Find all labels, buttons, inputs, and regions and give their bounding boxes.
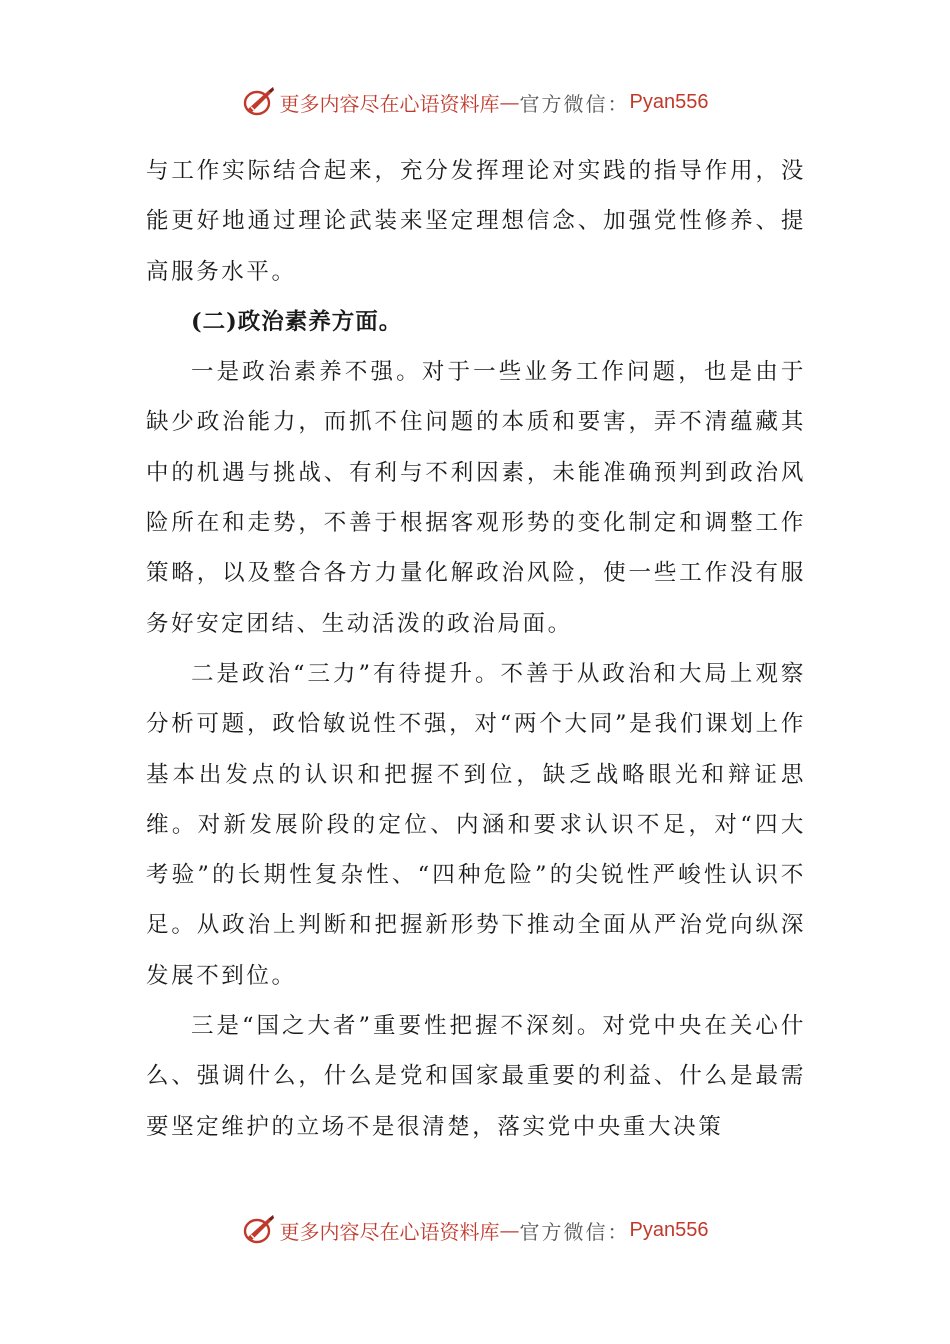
pen-logo-icon [242,85,276,119]
paragraph-point-3: 三是“国之大者”重要性把握不深刻。对党中央在关心什么、强调什么，什么是党和国家最重要的利益、什么是最需要坚定维护的立场不是很清楚，落实党中央重大决策 [146,1013,806,1140]
banner-wechat-label: 官方微信： [519,91,630,116]
paragraph-continuation: 与工作实际结合起来，充分发挥理论对实践的指导作用，没能更好地通过理论武装来坚定理想信念、加强党性修养、提高服务水平。 [146,158,806,285]
banner-dash: — [499,1218,520,1242]
banner-main-text: 更多内容尽在心语资料库 [279,1219,500,1244]
section-heading: (二)政治素养方面。 [191,308,403,335]
banner-wechat-handle: Pyan556 [629,1218,709,1241]
document-body [146,146,806,1152]
banner-wechat-handle: Pyan556 [629,90,709,113]
footer-banner [0,1210,950,1250]
banner-main-text: 更多内容尽在心语资料库 [279,91,500,116]
pen-logo-icon [242,1213,276,1247]
banner-wechat-label: 官方微信： [519,1219,630,1244]
paragraph-point-1: 一是政治素养不强。对于一些业务工作问题，也是由于缺少政治能力，而抓不住问题的本质和要害，弄不清蕴藏其中的机遇与挑战、有利与不利因素，未能准确预判到政治风险所在和走势，不善于根据客观形势的变化制定和调整工作策略，以及整合各方力量化解政治风险，使一些工作没有服务好安定团结、生动活泼的政治局面。 [146,359,806,637]
banner-dash: — [499,90,520,114]
header-banner [0,82,950,122]
paragraph-point-2: 二是政治“三力”有待提升。不善于从政治和大局上观察分析可题，政恰敏说性不强，对“两个大同”是我们课划上作基本出发点的认识和把握不到位，缺乏战略眼光和辩证思维。对新发展阶段的定位、内涵和要求认识不足，对“四大考验”的长期性复杂性、“四种危险”的尖锐性严峻性认识不足。从政治上判断和把握新形势下推动全面从严治党向纵深发展不到位。 [146,660,806,989]
